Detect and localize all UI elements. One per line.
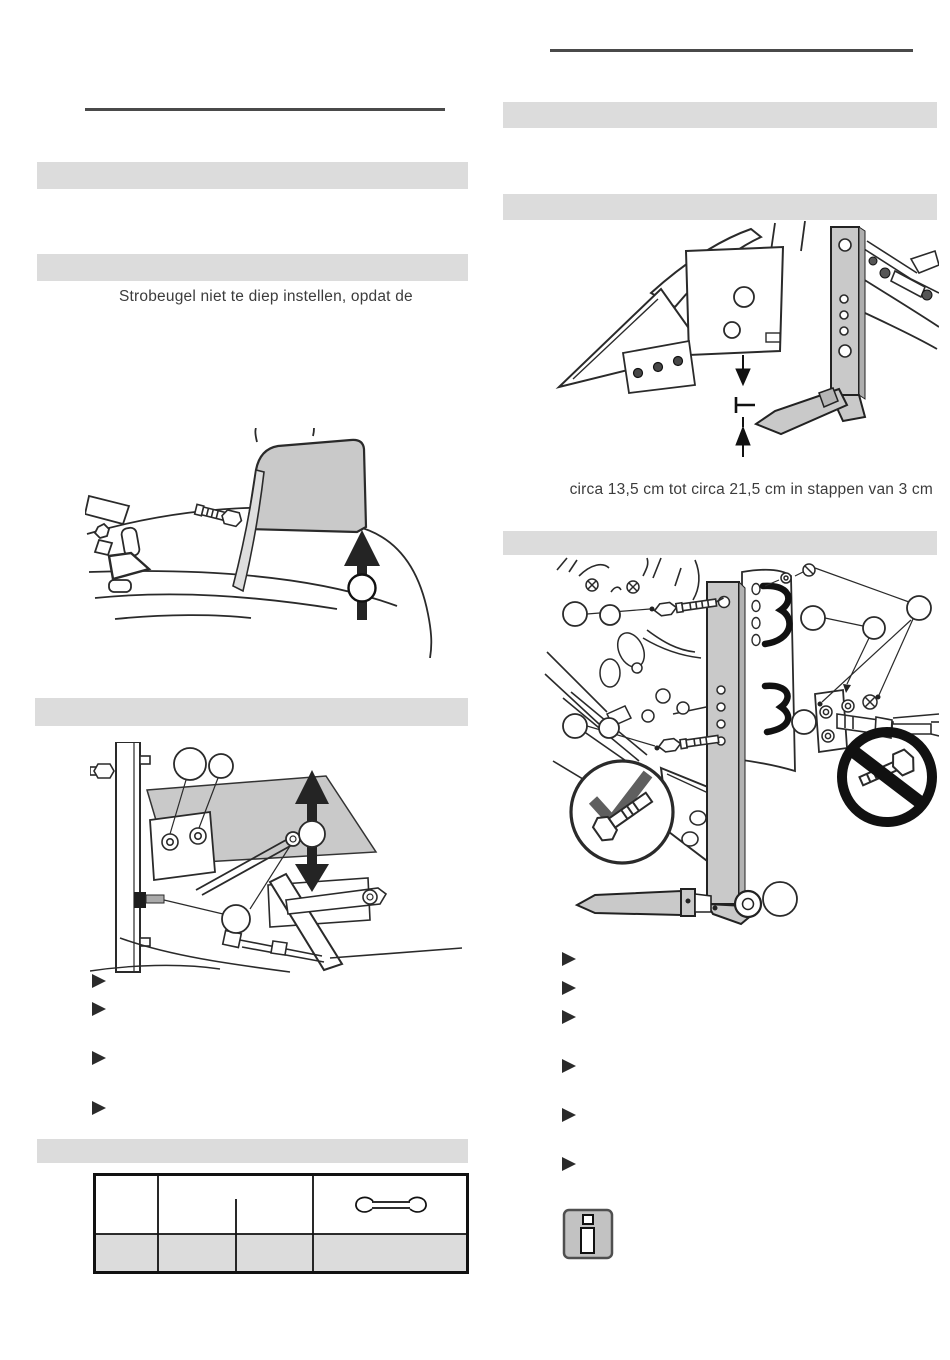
- right-section-bar-1: [503, 102, 937, 128]
- washer-nut-icons: [781, 564, 877, 712]
- mounting-plate: [150, 812, 215, 880]
- left-section-bar-1: [37, 162, 468, 189]
- list-bullet: [92, 1051, 106, 1065]
- deflector-plate: [247, 440, 366, 532]
- left-section-bar-2: [37, 254, 468, 281]
- adjust-bolt-icon: [194, 502, 243, 527]
- right-section-bar-2: [503, 194, 937, 220]
- table-row: [96, 1234, 466, 1271]
- depth-range-caption: circa 13,5 cm tot circa 21,5 cm in stappen van 3 cm: [569, 481, 933, 498]
- torque-table: [93, 1173, 469, 1274]
- hex-bolt-icon: [94, 764, 114, 778]
- left-section-bar-3: [35, 698, 468, 726]
- callout-circle: [349, 575, 376, 602]
- left-section-bar-4: [37, 1139, 468, 1163]
- clamp-block: [134, 892, 146, 908]
- hex-nut-icon: [271, 941, 287, 955]
- deflector-leg: [233, 470, 264, 591]
- illustration-working-depth: [543, 221, 939, 469]
- check-icon: [571, 761, 673, 863]
- hex-bolt-icon: [95, 524, 109, 538]
- list-bullet: [562, 1157, 576, 1171]
- list-bullet: [562, 1010, 576, 1024]
- list-bullet: [562, 952, 576, 966]
- no-icon: [842, 732, 932, 822]
- list-bullet: [92, 1101, 106, 1115]
- hex-nut-icon: [95, 540, 112, 555]
- up-arrow-icon: [344, 530, 380, 620]
- list-bullet: [92, 1002, 106, 1016]
- depth-dimension-icon: [736, 355, 755, 457]
- illustration-linkage-adjustment: [90, 742, 462, 974]
- right-section-bar-3: [503, 531, 937, 555]
- tine: [577, 891, 681, 915]
- left-note-text: Strobeugel niet te diep instellen, opdat de: [119, 288, 413, 305]
- list-bullet: [562, 1108, 576, 1122]
- list-bullet: [562, 1059, 576, 1073]
- illustration-tine-holder-mounting: [543, 556, 939, 942]
- list-bullet: [562, 981, 576, 995]
- info-icon: [562, 1208, 614, 1260]
- right-column-top-rule: [550, 49, 913, 52]
- left-column-top-rule: [85, 108, 445, 111]
- list-bullet: [92, 974, 106, 988]
- illustration-straw-deflector: [85, 428, 445, 658]
